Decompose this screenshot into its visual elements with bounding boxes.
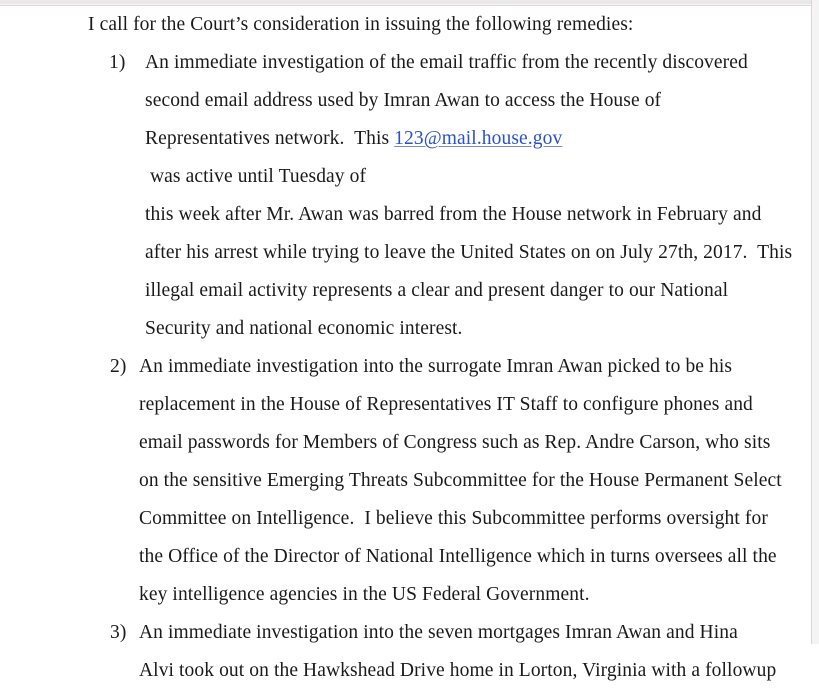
document-page [0,6,811,681]
paragraph-line: email passwords for Members of Congress such as Rep. Andre Carson, who sits [139,432,771,453]
list-marker: 1) [109,52,126,73]
list-item [0,44,811,348]
list-marker: 3) [110,622,127,643]
paragraph-line: second email address used by Imran Awan to access the House of [145,90,662,111]
paragraph-line: replacement in the House of Representatives IT Staff to configure phones and [139,394,753,415]
paragraph-line: Security and national economic interest. [145,318,463,339]
remedies-list [0,44,811,690]
paragraph-line-with-link [145,120,811,158]
paragraph-line: An immediate investigation of the email traffic from the recently discovered [145,52,748,73]
paragraph-line: Alvi took out on the Hawkshead Drive home in Lorton, Virginia with a followup [139,660,777,681]
list-item [0,614,811,690]
paragraph-line: Committee on Intelligence. I believe this Subcommittee performs oversight for [139,508,768,529]
lead-paragraph: I call for the Court’s consideration in issuing the following remedies: [88,14,634,35]
paragraph-line: this week after Mr. Awan was barred from the House network in February and [145,204,762,225]
paragraph-line: the Office of the Director of National Intelligence which in turns oversees all the [139,546,777,567]
paragraph-line: An immediate investigation into the surrogate Imran Awan picked to be his [139,356,733,377]
paragraph-line: key intelligence agencies in the US Federal Government. [139,584,590,605]
paragraph-line: was active until Tuesday of [145,166,367,187]
paragraph-line: on the sensitive Emerging Threats Subcommittee for the House Permanent Select [139,470,782,491]
paragraph-text: Representatives network. This [145,128,395,149]
paragraph-line: illegal email activity represents a clear and present danger to our National [145,280,729,301]
list-item [0,348,811,614]
paragraph-line: after his arrest while trying to leave the United States on on July 27th, 2017. This [145,242,793,263]
email-link[interactable]: 123@mail.house.gov [394,128,563,149]
list-marker: 2) [110,356,127,377]
page-right-gutter [812,0,819,644]
paragraph-line: An immediate investigation into the seven mortgages Imran Awan and Hina [139,622,738,643]
